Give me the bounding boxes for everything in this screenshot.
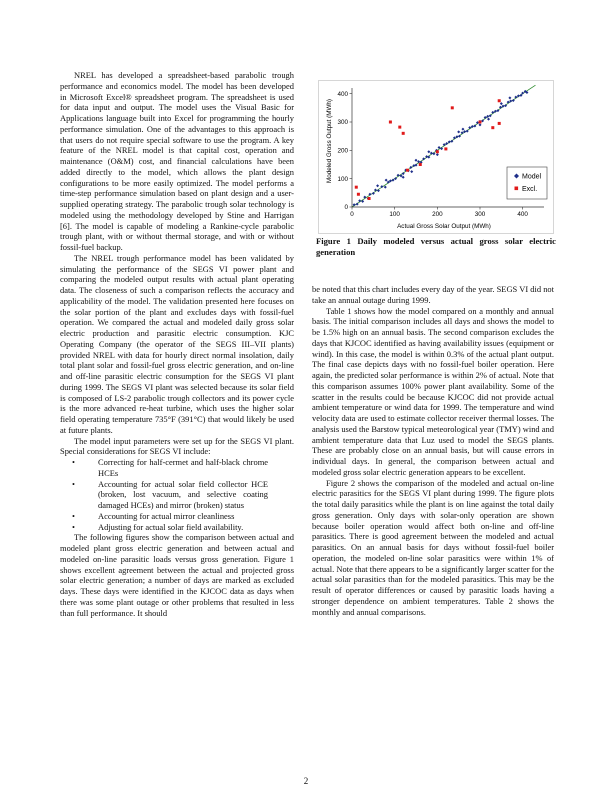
x-tick-label: 200 (432, 211, 443, 218)
excluded-point (444, 147, 447, 150)
y-tick-label: 100 (337, 175, 348, 183)
x-tick-label: 300 (474, 211, 486, 218)
excluded-point (389, 121, 392, 124)
y-axis-label: Modeled Gross Output (MWh) (326, 99, 333, 183)
paragraph-validation: The NREL trough performance model has been validated by simulating the performance of the SEGS VI power plant and comparing the modeled output results with actual plant operating data. The closeness of such a comparison reflects the accuracy and applicability of the model. The validation presented here focuses on the solar portion of the plant and excludes days with fossil-fuel operation. We compared the actual and modeled daily gross solar electric production and parasitic electric consumption. KJC Operating Company (the operator of the SEGS III–VII plants) provided NREL with data for hourly direct normal insolation, daily total plant solar and fossil-fuel gross electric generation, and on-line and off-line parasitic electric consumption for the SEGS VI plant during 1999. The SEGS VI plant was selected because its solar field is composed of LS-2 parabolic trough collectors and its power cycle is the more advanced re-heat turbine, which uses the higher solar field operating temperature 735°F (391°C) that would likely be used at future plants. (60, 252, 294, 435)
legend-box (507, 167, 547, 199)
legend (507, 167, 547, 199)
excluded-point (498, 99, 501, 102)
x-tick-label: 0 (350, 211, 354, 218)
page-number: 2 (303, 776, 309, 786)
y-tick-label: 200 (337, 147, 348, 155)
paragraph-figures-intro: The following figures show the comparison between actual and modeled plant gross electric generation and between actual and modeled on-line parasitic loads versus gross generation. Figure 1 shows excellent agreement between the actual and projected gross solar electric generation; a number of days are marked as excluded days. These days were identified in the KJCOC data as days when there was some plant outage or other problems that resulted in less than full performance. It should (60, 532, 294, 618)
excluded-point (491, 126, 494, 129)
scatter-chart (318, 80, 554, 234)
excluded-point (355, 186, 358, 189)
paragraph-figure2: Figure 2 shows the comparison of the modeled and actual on-line electric parasitics for the SEGS VI plant during 1999. The figure plots the total daily parasitics while the plant is on line against the total daily gross generation. Only days with solar-only operation are shown because boiler operation would affect both on-line and off-line parasitics. There is good agreement between the modeled and actual parasitics. On an annual basis for days without fossil-fuel boiler operation, the modeled on-line solar parasitics were within 1% of actual. Note that there appears to be a significantly larger scatter for the actual solar parasitics than for the modeled parasitics. This may be the result of operator differences or caused by parasitic loads having a stronger dependence on ambient temperatures. Table 2 shows the monthly and annual comparisons. (312, 477, 554, 617)
figure-caption: Figure 1 Daily modeled versus actual gross solar electric generation (316, 236, 556, 257)
left-column (60, 70, 294, 618)
legend-excl-label: Excl. (522, 186, 538, 193)
paragraph-input-parameters: The model input parameters were set up for the SEGS VI plant. Special considerations for SEGS VI include: (60, 435, 294, 457)
y-tick-label: 400 (337, 90, 348, 98)
excluded-point (451, 106, 454, 109)
excluded-point (406, 169, 409, 172)
excluded-point (398, 126, 401, 129)
list-item: • Adjusting for actual solar field availability. (60, 522, 294, 533)
excluded-point (498, 122, 501, 125)
legend-model-label: Model (522, 173, 542, 181)
paragraph-table1: Table 1 shows how the model compared on a monthly and annual basis. The initial comparison includes all days and shows the model to be 1.5% high on an annual basis. The second comparison excludes the days that KJCOC identified as having availability issues (equipment or wind). In this case, the model is within 0.3% of the actual plant output. The final case depicts days with no fossil-fuel boiler operation. Here again, the predicted solar performance is within 2% of actual. Note that this comparison assumes 100% power plant availability. Some of the scatter in the results could be because KJCOC did not provide actual ambient temperature or wind data for 1999. The temperature and wind velocity data are used to estimate collector receiver thermal losses. The analysis used the Barstow typical meteorological year (TMY) wind and ambient temperature data that Luz used to model the SEGS plants. These are probably close on an annual basis, but will cause errors in individual days. In general, the comparison between actual and modeled gross solar electric generation appears to be excellent. (312, 305, 554, 477)
y-tick-label: 300 (337, 119, 348, 127)
excluded-point (402, 132, 405, 135)
list-item: • Correcting for half-cermet and half-black chrome HCEs (60, 457, 294, 479)
x-tick-label: 100 (389, 211, 400, 218)
x-tick-label: 400 (517, 211, 528, 218)
excluded-point (436, 150, 439, 153)
excluded-point (479, 121, 482, 124)
paragraph-model-description: NREL has developed a spreadsheet-based parabolic trough performance and economics model. The model has been developed in Microsoft Excel® spreadsheet program. The spreadsheet is used for data input and output. The model uses the Visual Basic for Applications language built into Excel for programming the hourly performance simulation. One of the advantages to this approach is that users do not require special software to use the program. A key feature of the NREL model is that capital cost, operation and maintenance (O&M) cost, and financial calculations have been added directly to the model, which allows the plant design configurations to be more easily optimized. The model performs a time-step performance simulation based on plant design and a user-supplied operating strategy. The parabolic trough solar technology is modeled using the methodology developed by Stine and Harrigan [6]. The model is capable of modeling a Rankine-cycle parabolic trough plant, with or without thermal storage, and with or without fossil-fuel backup. (60, 70, 294, 252)
excluded-point (368, 197, 371, 200)
y-tick-label: 0 (344, 204, 348, 212)
excluded-point (357, 193, 360, 196)
paragraph-continuation: be noted that this chart includes every day of the year. SEGS VI did not take an annual outage during 1999. (312, 284, 554, 305)
excluded-point (419, 163, 422, 166)
considerations-list (60, 457, 294, 532)
right-column (312, 284, 554, 617)
list-item: • Accounting for actual solar field collector HCE (broken, lost vacuum, and selective coating damaged HCEs) and mirror (broken) status (60, 479, 294, 511)
list-item: • Accounting for actual mirror cleanliness (60, 511, 294, 522)
legend-excl-marker (515, 187, 519, 191)
x-axis-label: Actual Gross Solar Output (MWh) (397, 223, 491, 230)
